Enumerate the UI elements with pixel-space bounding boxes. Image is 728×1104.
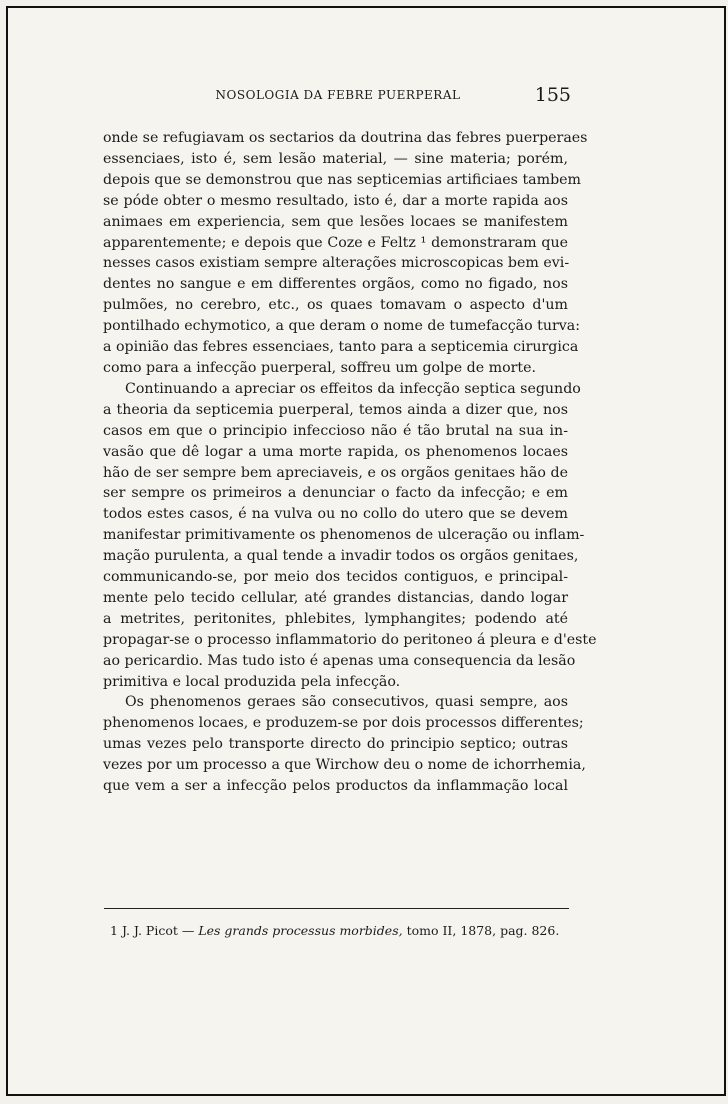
text-line: todos estes casos, é na vulva ou no collo do utero que se devem	[103, 506, 568, 523]
text-line: que vem a ser a infecção pelos productos da inflammação local	[103, 778, 568, 795]
paragraph-1	[103, 128, 588, 379]
text-line: vezes por um processo a que Wirchow deu o nome de ichorrhemia,	[103, 757, 586, 774]
footnote-divider	[104, 908, 569, 909]
footnote	[110, 923, 559, 938]
text-line: pulmões, no cerebro, etc., os quaes tomavam o aspecto d'um	[103, 297, 568, 314]
text-line: ser sempre os primeiros a denunciar o facto da infecção; e em	[103, 485, 568, 502]
text-line: essenciaes, isto é, sem lesão material, — sine materia; porém,	[103, 150, 568, 167]
text-line: dentes no sangue e em differentes orgãos, como no figado, nos	[103, 276, 568, 293]
text-line: depois que se demonstrou que nas septicemias artificiaes tambem	[103, 171, 582, 188]
text-line: a metrites, peritonites, phlebites, lymphangites; podendo até	[103, 610, 568, 627]
text-line: mação purulenta, a qual tende a invadir todos os orgãos genitaes,	[103, 548, 579, 565]
text-line: manifestar primitivamente os phenomenos de ulceração ou inflam-	[103, 527, 585, 544]
text-line: phenomenos locaes, e produzem-se por dois processos differentes;	[103, 715, 584, 732]
text-line: apparentemente; e depois que Coze e Feltz ¹ demonstraram que	[103, 234, 568, 251]
footnote-details: tomo II, 1878, pag. 826.	[406, 923, 560, 938]
text-line: primitiva e local produzida pela infecção.	[103, 673, 401, 690]
text-line: como para a infecção puerperal, soffreu um golpe de morte.	[103, 359, 536, 376]
footnote-title: Les grands processus morbides,	[198, 923, 403, 938]
footnote-author: J. J. Picot —	[121, 923, 195, 938]
text-line: Continuando a apreciar os effeitos da infecção septica segundo	[125, 380, 581, 397]
text-line: se póde obter o mesmo resultado, isto é, dar a morte rapida aos	[103, 192, 568, 209]
text-line: a opinião das febres essenciaes, tanto para a septicemia cirurgica	[103, 339, 579, 356]
text-line: propagar-se o processo inflammatorio do peritoneo á pleura e d'este	[103, 631, 597, 648]
text-line: communicando-se, por meio dos tecidos contiguos, e principal-	[103, 569, 568, 586]
footnote-marker: 1	[110, 923, 118, 938]
text-line: ao pericardio. Mas tudo isto é apenas uma consequencia da lesão	[103, 652, 576, 669]
text-line: nesses casos existiam sempre alterações microscopicas bem evi-	[103, 255, 570, 272]
text-line: casos em que o principio infeccioso não é tão brutal na sua in-	[103, 422, 568, 439]
text-line: animaes em experiencia, sem que lesões locaes se manifestem	[103, 213, 568, 230]
paragraph-2	[103, 379, 597, 693]
paragraph-3	[103, 692, 586, 797]
text-line: vasão que dê logar a uma morte rapida, os phenomenos locaes	[103, 443, 568, 460]
page-number: 155	[534, 84, 571, 106]
text-line: Os phenomenos geraes são consecutivos, quasi sempre, aos	[125, 694, 568, 711]
text-line: onde se refugiavam os sectarios da doutrina das febres puerperaes	[103, 130, 588, 146]
text-line: umas vezes pelo transporte directo do principio septico; outras	[103, 736, 568, 753]
text-line: pontilhado echymotico, a que deram o nome de tumefacção turva:	[103, 318, 581, 335]
text-line: a theoria da septicemia puerperal, temos ainda a dizer que, nos	[103, 401, 568, 418]
book-page	[6, 6, 726, 1096]
main-text	[103, 128, 597, 797]
text-line: hão de ser sempre bem apreciaveis, e os orgãos genitaes hão de	[103, 464, 568, 481]
text-line: mente pelo tecido cellular, até grandes distancias, dando logar	[103, 589, 568, 606]
running-title: NOSOLOGIA DA FEBRE PUERPERAL	[215, 88, 461, 102]
